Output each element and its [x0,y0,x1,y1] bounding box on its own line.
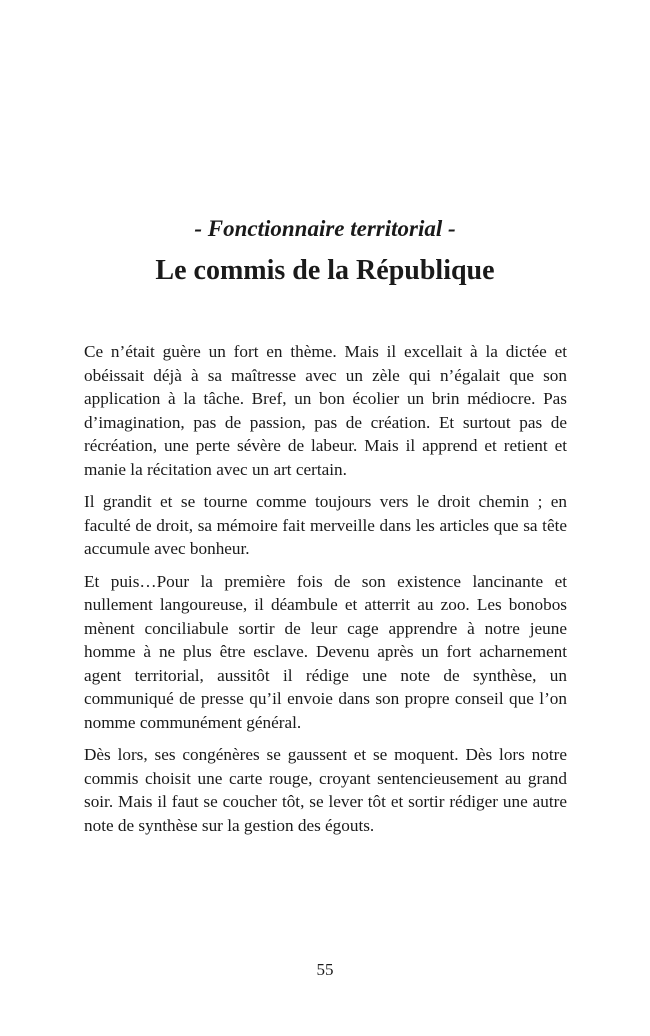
paragraph: Il grandit et se tourne comme toujours vers le droit chemin ; en faculté de droit, sa mémoire fait merveille dans les articles que sa tête accumule avec bonheur. [84,492,567,558]
paragraph: Dès lors, ses congénères se gaussent et se moquent. Dès lors notre commis choisit une carte rouge, croyant sentencieusement au grand soir. Mais il faut se coucher tôt, se lever tôt et sortir rédiger une autre note de synthèse sur la gestion des égouts. [84,745,567,835]
page-number: 55 [316,960,334,979]
chapter-title: Le commis de la République [155,255,495,286]
chapter-body [84,340,567,846]
paragraph: Et puis…Pour la première fois de son existence lancinante et nullement langoureuse, il déambule et atterrit au zoo. Les bonobos mènent conciliabule sortir de leur cage apprendre à notre jeune homme à ne plus être esclave. Devenu après un fort acharnement agent territorial, aussitôt il rédige une note de synthèse, un communiqué de presse qu’il envoie dans son propre conseil que l’on nomme communément général. [84,571,567,732]
chapter-subtitle: - Fonctionnaire territorial - [194,216,456,241]
paragraph: Ce n’était guère un fort en thème. Mais il excellait à la dictée et obéissait déjà à sa maîtresse avec un zèle qui n’égalait que son application à la tâche. Bref, un bon écolier un brin médiocre. Pas d’imagination, pas de passion, pas de création. Et surtout pas de récréation, une perte sévère de labeur. Mais il apprend et retient et manie la récitation avec un art certain. [84,342,567,479]
